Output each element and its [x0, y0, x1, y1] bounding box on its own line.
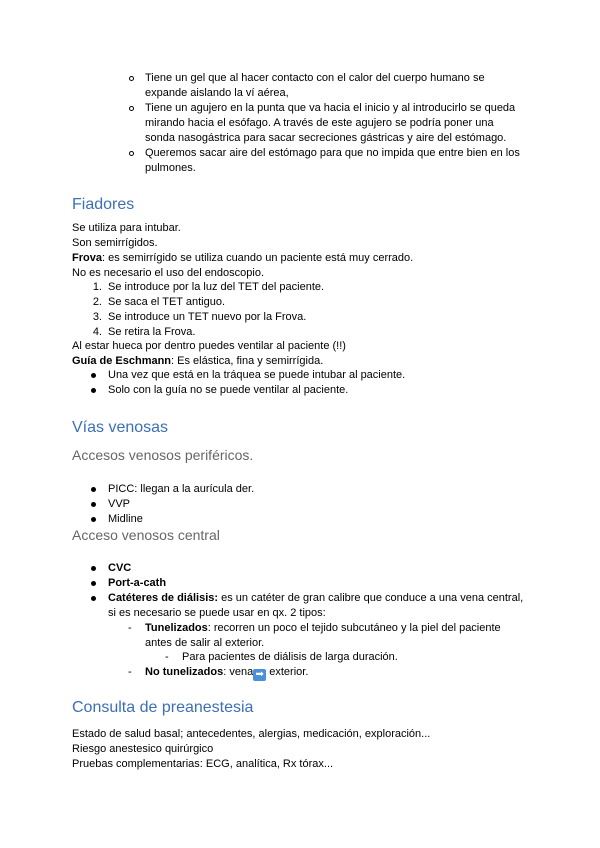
dash-marker: - [128, 666, 132, 678]
paragraph-line: Riesgo anestesico quirúrgico [72, 743, 214, 755]
list-bullet [91, 566, 96, 571]
list-item-cateteres [108, 591, 523, 605]
cateteres-term: Catéteres de diálisis: [108, 592, 219, 604]
list-item-line: mirando hacia el esófago. A través de este agujero se podría poner una [145, 117, 494, 129]
paragraph-line: Pruebas complementarias: ECG, analítica, Rx tórax... [72, 758, 334, 770]
step-text: Se introduce un TET nuevo por la Frova. [108, 311, 307, 323]
paragraph-line: Al estar hueca por dentro puedes ventilar al paciente (!!) [72, 340, 346, 352]
step-number: 3. [92, 311, 102, 323]
list-item-cvc: CVC [108, 562, 132, 574]
list-item-line: Queremos sacar aire del estómago para que no impida que entre bien en los [145, 147, 520, 159]
list-bullet [91, 388, 96, 393]
guia-definition: : Es elástica, fina y semirrígida. [171, 355, 324, 367]
list-item-line: expande aislando la ví aérea, [145, 87, 289, 99]
tunelizados-line [145, 621, 501, 635]
list-item: Solo con la guía no se puede ventilar al paciente. [108, 384, 349, 396]
step-number: 4. [92, 326, 102, 338]
list-item: PICC: llegan a la aurícula der. [108, 483, 255, 495]
no-tunelizados-term: No tunelizados [145, 666, 224, 678]
paragraph-line: No es necesario el uso del endoscopio. [72, 267, 265, 279]
sub-list-item: Para pacientes de diálisis de larga duración. [182, 651, 398, 663]
paragraph-line: Se utiliza para intubar. [72, 222, 181, 234]
step-text: Se introduce por la luz del TET del paciente. [108, 281, 325, 293]
list-item-line: sonda nasogástrica para sacar secreciones gástricas y aire del estómago. [145, 132, 507, 144]
tunelizados-definition: : recorren un poco el tejido subcutáneo y la piel del paciente [207, 622, 501, 634]
no-tunelizados-definition: : vena [223, 666, 254, 678]
step-text: Se saca el TET antiguo. [108, 296, 225, 308]
list-bullet [91, 487, 96, 492]
heading-vias-venosas: Vías venosas [72, 419, 169, 436]
dash-marker: - [128, 622, 132, 634]
heading-fiadores: Fiadores [72, 196, 135, 213]
subheading-perifericos: Accesos venosos periféricos. [72, 447, 254, 463]
frova-definition: : es semirrígido se utiliza cuando un paciente está muy cerrado. [101, 252, 414, 264]
list-bullet-circle [129, 151, 134, 156]
list-bullet [91, 581, 96, 586]
dash-marker: - [165, 651, 169, 663]
guia-line [72, 354, 323, 368]
step-number: 1. [92, 281, 102, 293]
subheading-central: Acceso venosos central [72, 527, 220, 543]
list-bullet-circle [129, 76, 134, 81]
list-bullet [91, 517, 96, 522]
frova-line [72, 251, 413, 265]
list-bullet-circle [129, 106, 134, 111]
list-bullet [91, 373, 96, 378]
list-item-continuation: antes de salir al exterior. [145, 637, 265, 649]
list-item: VVP [108, 498, 131, 510]
guia-term: Guía de Eschmann [72, 355, 172, 367]
list-item: Midline [108, 513, 143, 525]
list-bullet [91, 596, 96, 601]
heading-consulta: Consulta de preanestesia [72, 699, 254, 716]
tunelizados-term: Tunelizados [145, 622, 208, 634]
list-item-line: pulmones. [145, 162, 196, 174]
frova-term: Frova [72, 252, 102, 264]
paragraph-line: Estado de salud basal; antecedentes, alergias, medicación, exploración... [72, 728, 431, 740]
step-number: 2. [92, 296, 102, 308]
no-tunelizados-end: exterior. [266, 666, 309, 678]
cateteres-definition: es un catéter de gran calibre que conduce a una vena central, [218, 592, 524, 604]
list-bullet [91, 502, 96, 507]
list-item-line: Tiene un gel que al hacer contacto con el calor del cuerpo humano se [145, 72, 485, 84]
list-item-port: Port-a-cath [108, 577, 167, 589]
list-item-continuation: si es necesario se puede usar en qx. 2 tipos: [108, 607, 326, 619]
list-item-line: Tiene un agujero en la punta que va hacia el inicio y al introducirlo se queda [145, 102, 516, 114]
no-tunelizados-line [145, 665, 308, 681]
right-arrow-icon: ➡ [253, 669, 266, 681]
list-item: Una vez que está en la tráquea se puede intubar al paciente. [108, 369, 406, 381]
step-text: Se retira la Frova. [108, 326, 196, 338]
paragraph-line: Son semirrígidos. [72, 237, 158, 249]
